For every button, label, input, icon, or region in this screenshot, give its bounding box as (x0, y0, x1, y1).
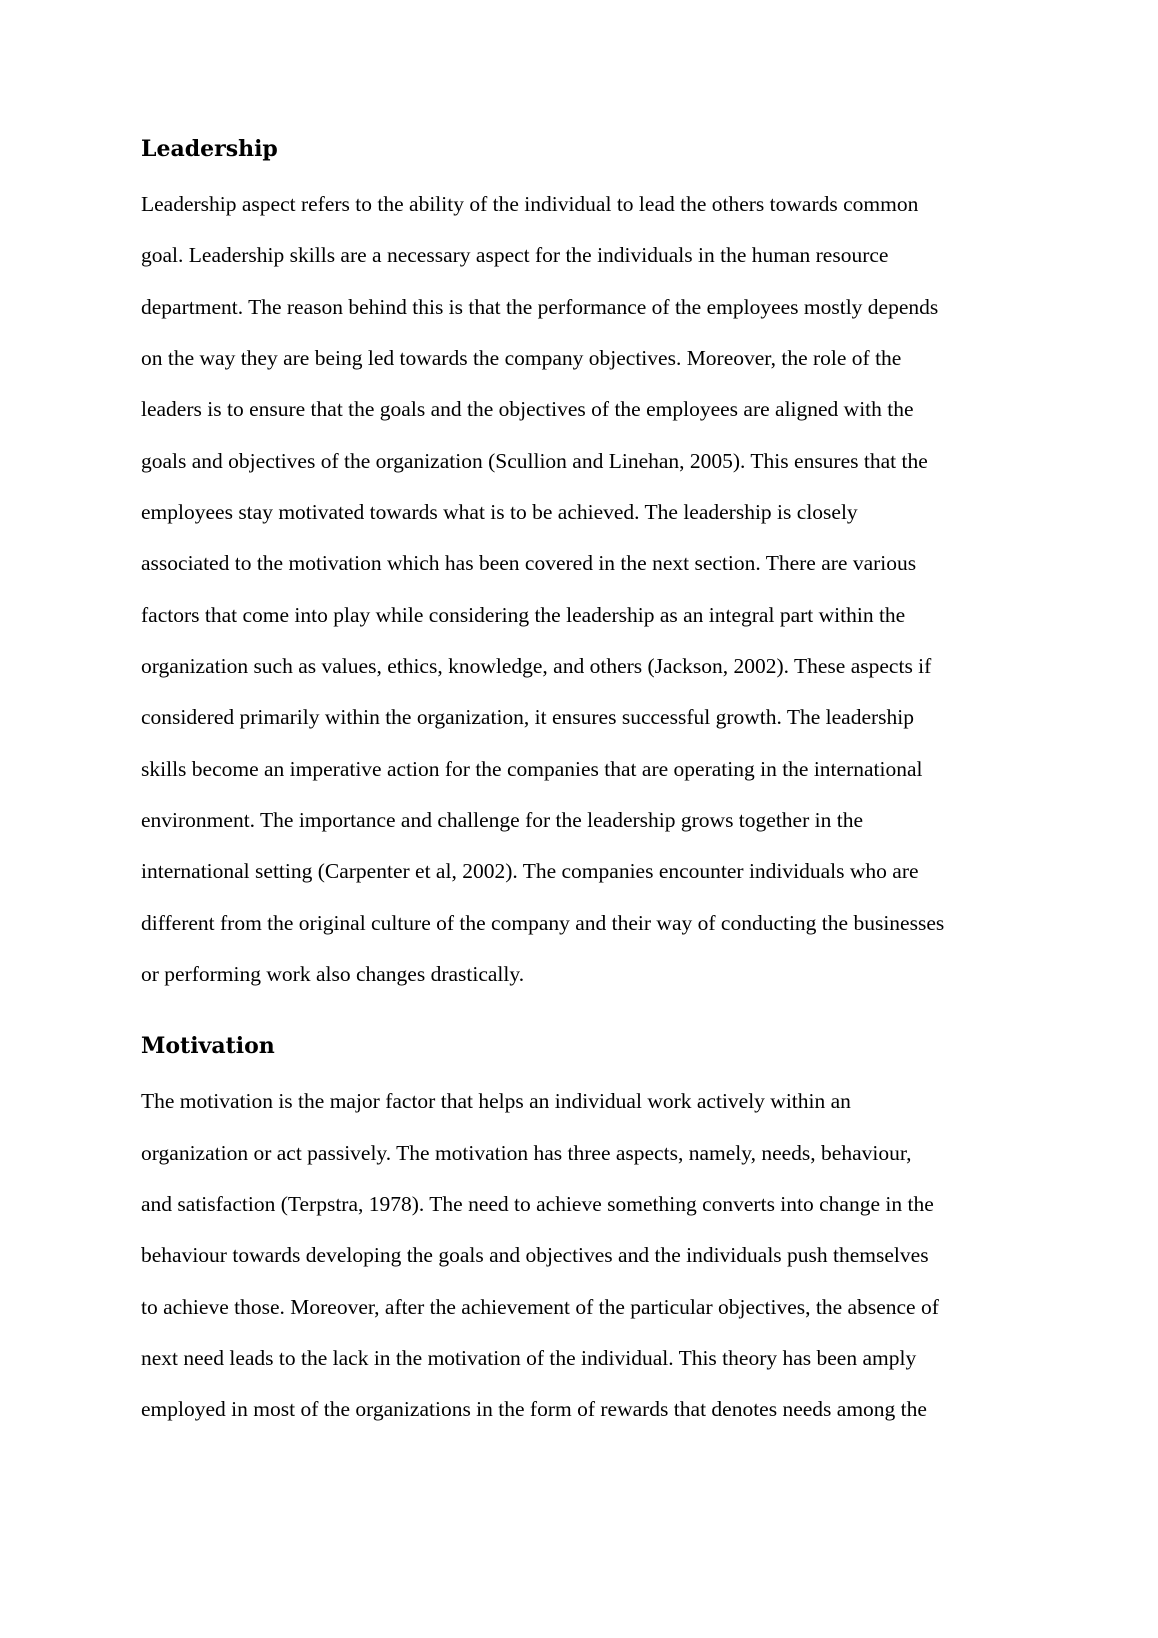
paragraph-line: organization or act passively. The motivation has three aspects, namely, needs, behaviour, (141, 1141, 912, 1165)
paragraph-line: associated to the motivation which has been covered in the next section. There are various (141, 551, 917, 575)
paragraph-line: skills become an imperative action for the companies that are operating in the international (141, 757, 923, 781)
paragraph-line: and satisfaction (Terpstra, 1978). The need to achieve something converts into change in the (141, 1192, 934, 1216)
paragraph-line: or performing work also changes drastically. (141, 962, 525, 986)
paragraph-line: department. The reason behind this is that the performance of the employees mostly depends (141, 295, 939, 319)
section-heading-motivation: Motivation (141, 1033, 275, 1059)
paragraph-line: next need leads to the lack in the motivation of the individual. This theory has been amply (141, 1346, 917, 1370)
paragraph-line: employed in most of the organizations in the form of rewards that denotes needs among the (141, 1397, 927, 1421)
paragraph-line: employees stay motivated towards what is to be achieved. The leadership is closely (141, 500, 858, 524)
paragraph-line: environment. The importance and challenge for the leadership grows together in the (141, 808, 863, 832)
paragraph-line: organization such as values, ethics, knowledge, and others (Jackson, 2002). These aspects if (141, 654, 932, 678)
paragraph-line: factors that come into play while considering the leadership as an integral part within the (141, 603, 906, 627)
paragraph-line: goal. Leadership skills are a necessary aspect for the individuals in the human resource (141, 243, 889, 267)
paragraph-line: leaders is to ensure that the goals and the objectives of the employees are aligned with the (141, 397, 914, 421)
paragraph-line: to achieve those. Moreover, after the achievement of the particular objectives, the absence of (141, 1295, 939, 1319)
paragraph-line: on the way they are being led towards the company objectives. Moreover, the role of the (141, 346, 902, 370)
paragraph-line: goals and objectives of the organization (Scullion and Linehan, 2005). This ensures that the (141, 449, 928, 473)
paragraph-line: considered primarily within the organization, it ensures successful growth. The leadership (141, 705, 915, 729)
paragraph-line: different from the original culture of the company and their way of conducting the businesses (141, 911, 945, 935)
paragraph-line: behaviour towards developing the goals and objectives and the individuals push themselves (141, 1243, 929, 1267)
paragraph-line: The motivation is the major factor that helps an individual work actively within an (141, 1089, 851, 1113)
paragraph-line: international setting (Carpenter et al, 2002). The companies encounter individuals who are (141, 859, 919, 883)
paragraph-line: Leadership aspect refers to the ability of the individual to lead the others towards common (141, 192, 919, 216)
section-heading-leadership: Leadership (141, 136, 278, 162)
